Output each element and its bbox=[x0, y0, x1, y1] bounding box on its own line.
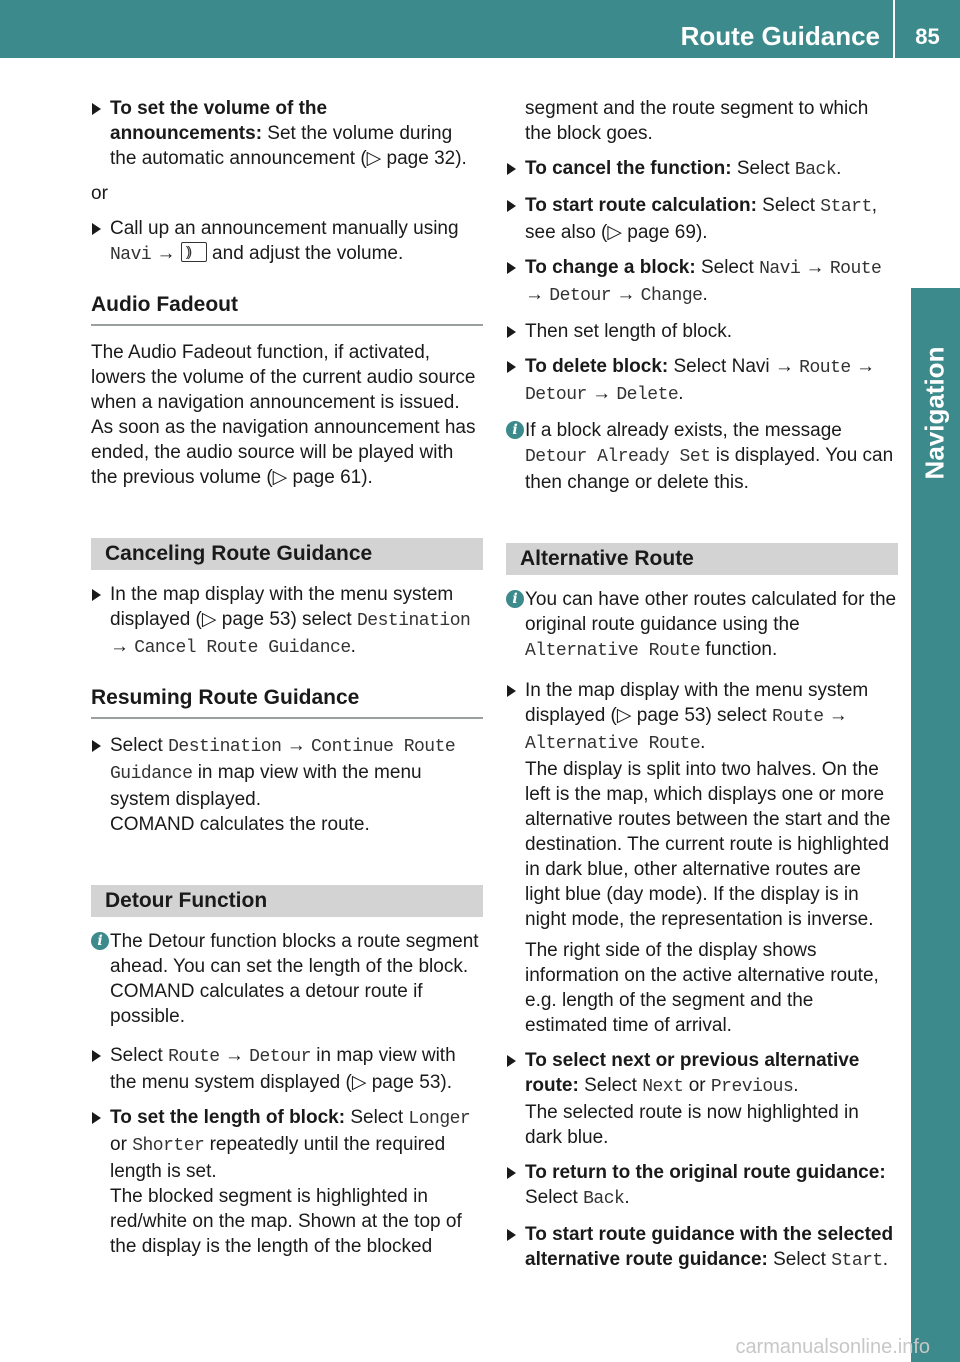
step-delete-block bbox=[506, 354, 898, 408]
step-next-previous bbox=[506, 1048, 898, 1150]
step-text: , see also (▷ page 69). bbox=[525, 195, 878, 243]
arrow: → bbox=[800, 257, 830, 278]
step-text: In the map display with the menu system displayed (▷ page 53) select bbox=[110, 584, 454, 630]
step-text: Call up an announcement manually using bbox=[110, 218, 459, 239]
step-text: . bbox=[350, 636, 356, 657]
menu-item: Shorter bbox=[132, 1136, 205, 1156]
step-text: In the map display with the menu system displayed (▷ page 53) select bbox=[525, 680, 869, 726]
side-tab-label: Navigation bbox=[919, 346, 950, 480]
menu-item: Start bbox=[820, 197, 872, 217]
menu-item: Back bbox=[583, 1189, 625, 1209]
step-text: . bbox=[700, 732, 706, 753]
step-text: . bbox=[836, 158, 842, 179]
menu-item: Route bbox=[829, 259, 882, 279]
step-text: repeatedly until the required length is set. bbox=[110, 1134, 446, 1182]
step-bold: To select next or previous alternative route: bbox=[525, 1050, 860, 1096]
info-icon: i bbox=[506, 421, 524, 439]
step-text: Select bbox=[110, 1045, 169, 1066]
menu-item: Continue Route Guidance bbox=[110, 737, 456, 784]
step-detour-select bbox=[91, 1043, 483, 1095]
step-result: The right side of the display shows information on the active alternative route, e.g. length of the segment and the estimated time of arrival. bbox=[525, 940, 879, 1036]
menu-item: Next bbox=[642, 1077, 684, 1097]
step-text: Select bbox=[525, 1187, 584, 1208]
page-number: 85 bbox=[915, 24, 940, 49]
menu-item: Cancel Route Guidance bbox=[134, 638, 351, 658]
watermark: carmanualsonline.info bbox=[735, 1336, 930, 1358]
step-text: and adjust the volume. bbox=[206, 243, 404, 264]
step-bold: To set the volume of the announcements: bbox=[110, 98, 328, 144]
step-cancel-function bbox=[506, 156, 898, 183]
menu-item: Change bbox=[640, 286, 703, 306]
menu-item: Previous bbox=[710, 1077, 794, 1097]
step-bold: To delete block: bbox=[525, 356, 669, 377]
step-text: or bbox=[110, 1134, 133, 1155]
arrow: → bbox=[110, 636, 135, 657]
info-block-exists bbox=[506, 418, 898, 495]
info-text: The Detour function blocks a route segment ahead. You can set the length of the block. COMAND calculates a detour route if possible. bbox=[110, 931, 479, 1027]
arrow: → bbox=[151, 243, 181, 264]
step-text: Select bbox=[767, 1249, 832, 1270]
info-text: If a block already exists, the message bbox=[525, 420, 842, 441]
menu-item: Back bbox=[794, 160, 837, 180]
speaker-icon bbox=[181, 242, 207, 262]
step-start-calc bbox=[506, 193, 898, 245]
step-text: Select bbox=[578, 1075, 643, 1096]
menu-item: Start bbox=[831, 1251, 883, 1271]
step-bold: To cancel the function: bbox=[525, 158, 732, 179]
arrow: → bbox=[823, 705, 848, 726]
menu-item: Alternative Route bbox=[525, 734, 701, 754]
step-result: The selected route is now highlighted in dark blue. bbox=[525, 1102, 859, 1148]
step-text: Select Navi → bbox=[668, 356, 800, 377]
right-column bbox=[506, 96, 898, 1284]
audio-fadeout-text: The Audio Fadeout function, if activated, lowers the volume of the current audio source when a navigation announcement is issued. As soon as the navigation announcement has ended, the audio source will be played with the previous volume (▷ page 61). bbox=[91, 342, 476, 488]
info-icon: i bbox=[91, 932, 109, 950]
arrow: → bbox=[525, 284, 550, 305]
step-text: . bbox=[702, 284, 708, 305]
heading-alternative: Alternative Route bbox=[506, 543, 898, 575]
menu-item: Destination bbox=[356, 611, 471, 631]
step-bold: To change a block: bbox=[525, 257, 696, 278]
step-result: The display is split into two halves. On the left is the map, which displays one or more alternative routes between the start and the destination. The current route is highlighted in dark blue, other alternative routes are light blue (day mode). If the display is in night mode, the representation is inverse. bbox=[525, 759, 891, 930]
step-bold: To return to the original route guidance: bbox=[525, 1162, 886, 1183]
step-text: Select bbox=[110, 735, 169, 756]
menu-item: Detour bbox=[525, 385, 587, 405]
step-block-length bbox=[91, 1105, 483, 1259]
menu-item-navi: Navi bbox=[110, 245, 152, 265]
menu-item: Detour bbox=[249, 1047, 311, 1067]
step-text: Select bbox=[731, 158, 795, 179]
arrow: → bbox=[611, 284, 641, 305]
step-text: . bbox=[678, 383, 684, 404]
menu-item: Longer bbox=[408, 1109, 471, 1129]
arrow: → bbox=[850, 356, 875, 377]
heading-audio-fadeout: Audio Fadeout bbox=[91, 292, 483, 326]
menu-item: Destination bbox=[168, 737, 282, 757]
continuation-text: segment and the route segment to which the block goes. bbox=[525, 98, 869, 144]
step-text: . bbox=[624, 1187, 630, 1208]
step-volume bbox=[91, 96, 483, 171]
step-text: . bbox=[793, 1075, 799, 1096]
info-text: is displayed. You can then change or delete this. bbox=[525, 445, 894, 493]
arrow: → bbox=[281, 735, 311, 756]
step-result: The blocked segment is highlighted in red/white on the map. Shown at the top of the display is the length of the blocked bbox=[110, 1186, 462, 1257]
menu-item: Route bbox=[168, 1047, 220, 1067]
step-cancel bbox=[91, 582, 483, 661]
page-title: Route Guidance bbox=[680, 21, 880, 51]
menu-item: Route bbox=[771, 707, 824, 727]
menu-item: Delete bbox=[616, 385, 679, 405]
side-tab-label-box bbox=[911, 288, 960, 538]
step-change-block bbox=[506, 255, 898, 309]
step-return-original bbox=[506, 1160, 898, 1212]
step-result: COMAND calculates the route. bbox=[110, 814, 370, 835]
info-icon: i bbox=[506, 590, 524, 608]
menu-item: Navi bbox=[759, 259, 801, 279]
info-alternative bbox=[506, 587, 898, 664]
step-bold: To start route calculation: bbox=[525, 195, 757, 216]
step-start-alternative bbox=[506, 1222, 898, 1274]
or-text: or bbox=[91, 183, 108, 204]
heading-detour: Detour Function bbox=[91, 885, 483, 917]
step-text: Select bbox=[345, 1107, 409, 1128]
step-text: Set the volume during the automatic announcement (▷ page 32). bbox=[110, 123, 467, 169]
heading-resuming: Resuming Route Guidance bbox=[91, 685, 483, 719]
menu-item: Alternative Route bbox=[525, 641, 701, 661]
arrow: → bbox=[586, 383, 617, 404]
step-text: Select bbox=[756, 195, 821, 216]
heading-canceling: Canceling Route Guidance bbox=[91, 538, 483, 570]
arrow: → bbox=[219, 1045, 250, 1066]
step-alternative-select bbox=[506, 678, 898, 1038]
left-column bbox=[91, 96, 483, 1269]
step-text: or bbox=[683, 1075, 711, 1096]
message-text: Detour Already Set bbox=[525, 447, 711, 467]
step-manual-announcement bbox=[91, 216, 483, 268]
step-bold: To start route guidance with the selected alternative route guidance: bbox=[525, 1224, 894, 1270]
step-resume bbox=[91, 733, 483, 837]
menu-item: Detour bbox=[549, 286, 612, 306]
step-set-length: Then set length of block. bbox=[506, 319, 898, 344]
step-bold: To set the length of block: bbox=[110, 1107, 346, 1128]
menu-item: Route bbox=[799, 358, 851, 378]
side-tab-gap bbox=[911, 58, 960, 288]
step-text: in map view with the menu system displayed. bbox=[110, 762, 422, 810]
info-text: You can have other routes calculated for the original route guidance using the bbox=[525, 589, 897, 635]
step-text: in map view with the menu system displayed (▷ page 53). bbox=[110, 1045, 456, 1093]
step-text: . bbox=[882, 1249, 889, 1270]
step-text: Select bbox=[695, 257, 760, 278]
info-text: function. bbox=[700, 639, 778, 660]
info-detour bbox=[91, 929, 483, 1029]
